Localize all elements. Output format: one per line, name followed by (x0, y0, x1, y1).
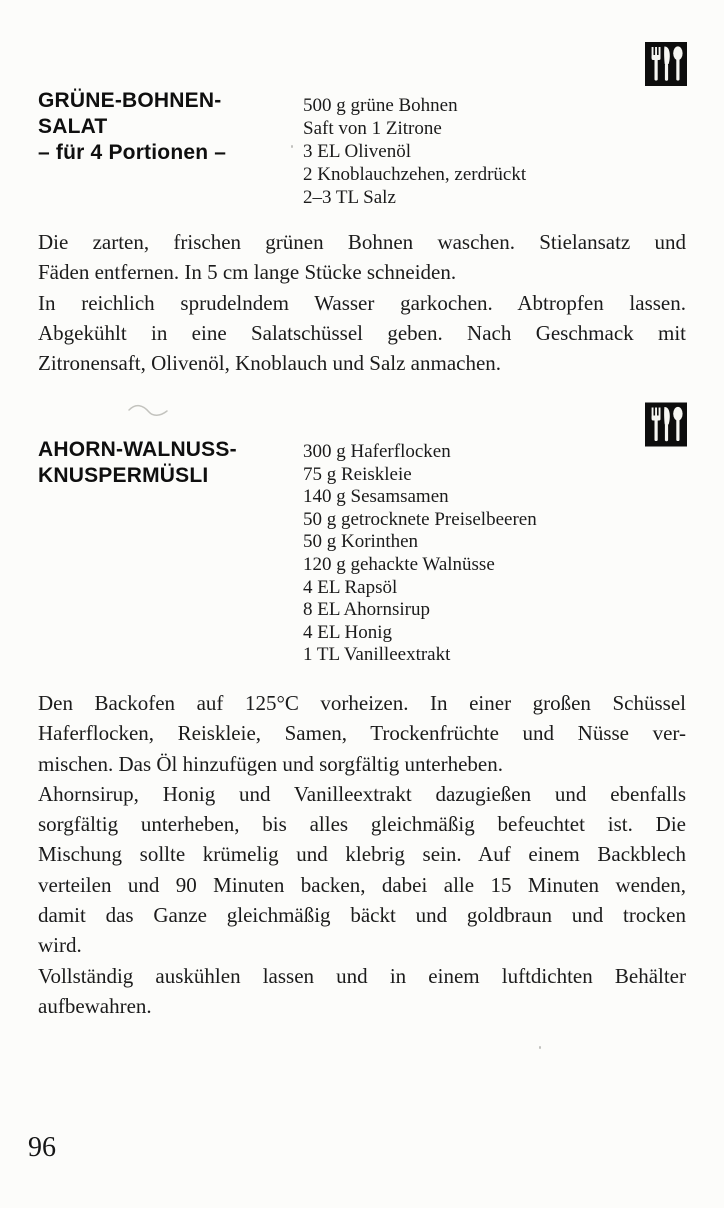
method-line: wird. (38, 933, 82, 958)
cutlery-icon (645, 402, 687, 447)
scan-squiggle-mark (127, 404, 169, 425)
ingredient-line: 75 g Reiskleie (303, 463, 412, 485)
method-line: sorgfältig unterheben, bis alles gleichmäßig befeuchtet ist. Die (38, 812, 686, 837)
ingredient-line: 120 g gehackte Walnüsse (303, 553, 495, 575)
method-line: Abgekühlt in eine Salatschüssel geben. Nach Geschmack mit (38, 320, 686, 345)
recipe-title-line: KNUSPERMÜSLI (38, 464, 209, 487)
method-text-gruene-bohnen-salat (38, 227, 686, 378)
ingredient-line: 4 EL Rapsöl (303, 576, 398, 598)
method-paragraph (38, 227, 686, 288)
ingredient-line: 4 EL Honig (303, 621, 393, 643)
method-line: aufbewahren. (38, 993, 152, 1018)
method-line: mischen. Das Öl hinzufügen und sorgfältig unterheben. (38, 751, 504, 776)
method-line: Die zarten, frischen grünen Bohnen waschen. Stielansatz und (38, 230, 686, 254)
scan-speck (539, 1046, 541, 1049)
ingredient-line: Saft von 1 Zitrone (303, 118, 442, 139)
cutlery-icon (645, 42, 687, 86)
ingredient-line: 8 EL Ahornsirup (303, 599, 431, 621)
method-line: Ahornsirup, Honig und Vanilleextrakt dazugießen und ebenfalls (38, 781, 686, 806)
method-paragraph (38, 779, 686, 961)
method-line: Haferflocken, Reiskleie, Samen, Trockenfrüchte und Nüsse ver- (38, 721, 686, 746)
method-paragraph (38, 961, 686, 1022)
recipe-title-line: AHORN-WALNUSS- (38, 438, 237, 461)
method-line: Zitronensaft, Olivenöl, Knoblauch und Salz anmachen. (38, 351, 502, 376)
method-line: Vollständig auskühlen lassen und in einem luftdichten Behälter (38, 963, 686, 988)
method-line: damit das Ganze gleichmäßig bäckt und goldbraun und trocken (38, 903, 686, 928)
page-number: 96 (28, 1132, 56, 1163)
method-line: verteilen und 90 Minuten backen, dabei alle 15 Minuten wenden, (38, 872, 686, 897)
ingredient-line: 500 g grüne Bohnen (303, 95, 458, 116)
scan-speck (291, 145, 293, 148)
ingredient-line: 50 g Korinthen (303, 531, 419, 553)
recipe-title-gruene-bohnen-salat (38, 88, 318, 166)
method-paragraph (38, 288, 686, 379)
method-paragraph (38, 688, 686, 779)
method-line: In reichlich sprudelndem Wasser garkochen. Abtropfen lassen. (38, 290, 686, 315)
ingredient-line: 2–3 TL Salz (303, 187, 396, 208)
ingredient-line: 50 g getrocknete Preiselbeeren (303, 508, 537, 530)
ingredient-line: 2 Knoblauchzehen, zerdrückt (303, 164, 527, 185)
ingredient-line: 3 EL Olivenöl (303, 141, 411, 162)
method-line: Fäden entfernen. In 5 cm lange Stücke schneiden. (38, 260, 457, 285)
ingredient-line: 1 TL Vanilleextrakt (303, 644, 451, 666)
ingredient-line: 140 g Sesamsamen (303, 486, 449, 508)
ingredient-list-ahorn-walnuss-knuspermuesli (303, 441, 537, 667)
method-line: Den Backofen auf 125°C vorheizen. In einer großen Schüssel (38, 691, 686, 715)
method-line: Mischung sollte krümelig und klebrig sein. Auf einem Backblech (38, 842, 686, 867)
method-text-ahorn-walnuss-knuspermuesli (38, 688, 686, 1021)
ingredient-list-gruene-bohnen-salat (303, 94, 526, 209)
ingredient-line: 300 g Haferflocken (303, 441, 451, 462)
recipe-title-line: GRÜNE-BOHNEN- (38, 89, 222, 112)
recipe-title-ahorn-walnuss-knuspermuesli (38, 437, 318, 489)
recipe-title-line: – für 4 Portionen – (38, 141, 227, 164)
recipe-title-line: SALAT (38, 115, 108, 138)
